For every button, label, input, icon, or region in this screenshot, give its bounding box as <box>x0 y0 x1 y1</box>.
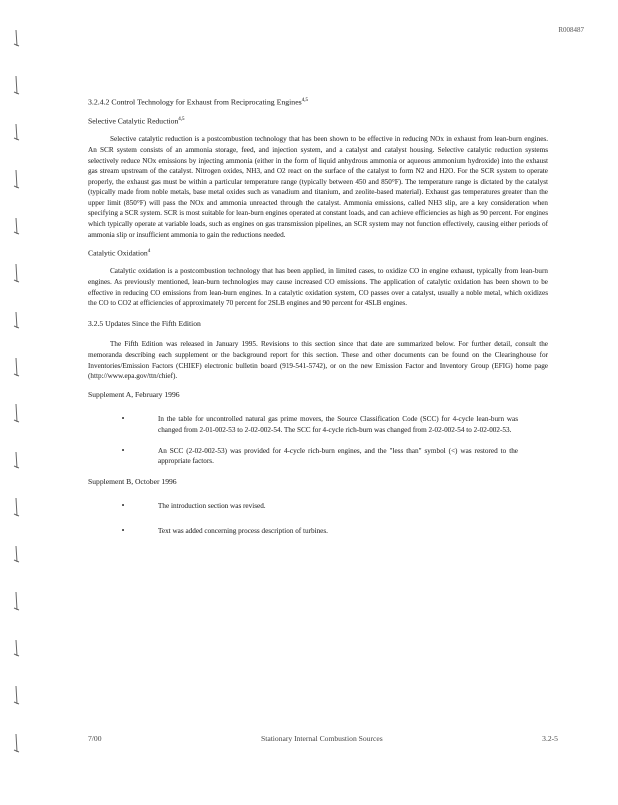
catalytic-oxidation-ref: 4 <box>147 249 151 255</box>
list-item <box>88 526 548 537</box>
bullet-icon: • <box>121 414 125 424</box>
supplement-b-bullet-2: Text was added concerning process description of turbines. <box>158 526 328 535</box>
binding-marks-graphic <box>6 0 26 800</box>
catalytic-oxidation-paragraph: Catalytic oxidation is a postcombustion technology that has been applied, in limited cases, to oxidize CO in engine exhaust, typically from lean-burn engines. As previously mentioned, lean-burn technologies may cause increased CO emissions. The application of catalytic oxidation has been shown to be effective in reducing CO emissions from lean-burn engines. In a catalytic oxidation system, CO passes over a catalyst, usually a noble metal, which oxidizes the CO to CO2 at efficiencies of approximately 70 percent for 2SLB engines and 90 percent for 4SLB engines. <box>88 267 548 308</box>
scr-paragraph: Selective catalytic reduction is a postcombustion technology that has been shown to be effective in reducing NOx in exhaust from lean-burn engines. An SCR system consists of an ammonia storage, feed, and injection system, and a catalyst and catalyst housing. Selective catalytic reduction systems selectively reduce NOx emissions by injecting ammonia (either in the form of liquid anhydrous ammonia or aqueous ammonium hydroxide) into the exhaust gas stream upstream of the catalyst. Nitrogen oxides, NH3, and O2 react on the surface of the catalyst to form N2 and H2O. For the SCR system to operate properly, the exhaust gas must be within a particular temperature range (typically between 450 and 850°F). The temperature range is dictated by the catalyst (typically made from noble metals, base metal oxides such as vanadium and titanium, and zeolite-based material). Exhaust gas temperatures greater than the upper limit (850°F) will pass the NOx and ammonia unreacted through the catalyst. Ammonia emissions, called NH3 slip, are a key consideration when specifying a SCR system. SCR is most suitable for lean-burn engines operated at constant loads, and can achieve efficiencies as high as 90 percent. For engines which typically operate at variable loads, such as engines on gas transmission pipelines, an SCR system may not function effectively, causing either periods of ammonia slip or insufficient ammonia to gain the reductions needed. <box>88 135 548 239</box>
bullet-icon: • <box>121 525 125 535</box>
scr-title: Selective Catalytic Reduction <box>88 116 179 126</box>
section-heading-text: 3.2.4.2 Control Technology for Exhaust from Reciprocating Engines <box>88 97 302 107</box>
updates-intro-paragraph: The Fifth Edition was released in January 1995. Revisions to this section since that date are summarized below. For further detail, consult the memoranda describing each supplement or the background report for this section. These and other documents can be found on the Clearinghouse for Inventories/Emission Factors (CHIEF) electronic bulletin board (919-541-5742), or on the new Emission Factor and Inventory Group (EFIG) home page (http://www.epa.gov/ttn/chief). <box>88 340 548 381</box>
catalytic-oxidation-subheading <box>88 247 548 259</box>
supplement-b-bullet-1: The introduction section was revised. <box>158 502 266 511</box>
supplement-a-bullet-2: An SCC (2-02-002-53) was provided for 4-cycle rich-burn engines, and the "less than" symbol (<) was restored to the appropriate factors. <box>158 446 518 466</box>
list-item <box>88 446 548 467</box>
document-id: R008487 <box>558 26 584 34</box>
section-heading-ref: 4,5 <box>301 98 308 103</box>
footer-date: 7/00 <box>88 734 102 743</box>
list-item <box>88 414 548 435</box>
catalytic-oxidation-title: Catalytic Oxidation <box>88 248 148 258</box>
section-heading-3-2-5: 3.2.5 Updates Since the Fifth Edition <box>88 318 201 328</box>
page-footer <box>88 734 558 743</box>
scr-subheading <box>88 115 548 127</box>
footer-page-number: 3.2-5 <box>542 734 558 743</box>
supplement-b-heading: Supplement B, October 1996 <box>88 476 177 486</box>
main-content <box>88 96 548 546</box>
supplement-a-heading: Supplement A, February 1996 <box>88 389 180 399</box>
list-item <box>88 501 548 512</box>
scr-ref: 4,5 <box>178 117 185 123</box>
bullet-icon: • <box>121 445 125 455</box>
bullet-icon: • <box>121 501 125 511</box>
supplement-a-bullet-1: In the table for uncontrolled natural gas prime movers, the Source Classification Code (SCC) for 4-cycle lean-burn was changed from 2-01-002-53 to 2-02-002-54. The SCC for 4-cycle rich-burn was changed from 2-02-002-54 to 2-02-002-53. <box>158 415 518 434</box>
section-heading-3-2-4-2 <box>88 96 548 108</box>
binding-marks <box>6 0 26 800</box>
footer-title: Stationary Internal Combustion Sources <box>260 734 383 743</box>
